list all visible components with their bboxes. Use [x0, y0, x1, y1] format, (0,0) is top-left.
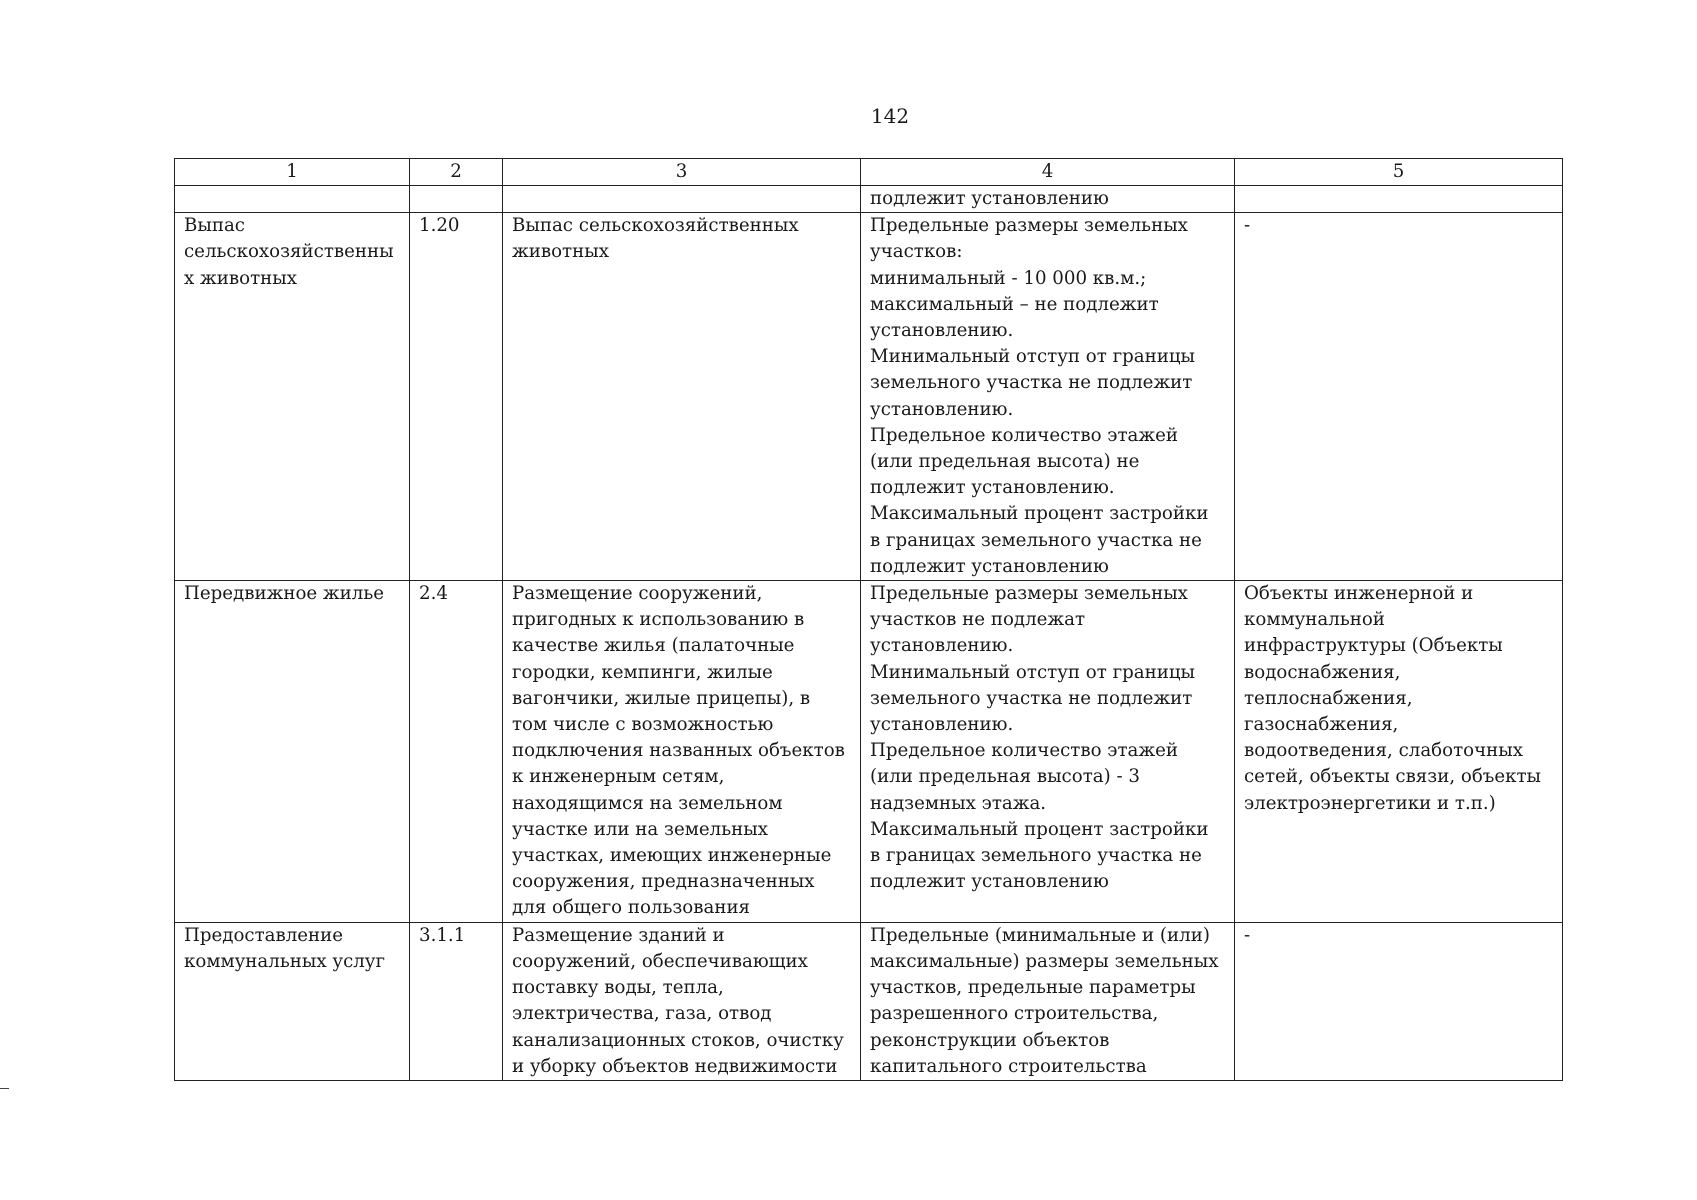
cell-text-line: надземных этажа.	[870, 792, 1047, 814]
cell-text-line: максимальный – не подлежит	[870, 293, 1159, 315]
cell-text-line: Минимальный отступ от границы	[870, 346, 1196, 368]
table-cell-col3	[503, 922, 861, 1080]
cell-text-line: сельскохозяйственны	[184, 241, 394, 263]
cell-text-line: сооружения, предназначенных	[512, 871, 815, 893]
cell-text-line: Размещение зданий и	[512, 924, 725, 946]
table-cell-col4	[861, 186, 1235, 213]
cell-text-line: том числе с возможностью	[512, 714, 774, 736]
cell-text-line: установлению.	[870, 714, 1014, 736]
cell-text-line: Предельное количество этажей	[870, 740, 1179, 762]
header-cell-5: 5	[1235, 159, 1563, 186]
cell-text-line: животных	[512, 241, 609, 263]
cell-text-line: установлению.	[870, 320, 1014, 342]
table-cell-col3	[503, 213, 861, 581]
cell-text-line: Предельные размеры земельных	[870, 215, 1188, 237]
cell-text-line: Передвижное жилье	[184, 583, 385, 605]
cell-text-line: -	[1244, 924, 1251, 946]
cell-text-line: х животных	[184, 267, 297, 289]
table-cell-col5	[1235, 213, 1563, 581]
table-cell-col1	[175, 581, 410, 923]
table-cell-col2	[410, 922, 503, 1080]
cell-text-line: подлежит установлению	[870, 188, 1109, 209]
cell-text-line: в границах земельного участка не	[870, 845, 1202, 867]
cell-text-line: земельного участка не подлежит	[870, 687, 1193, 709]
cell-text-line: 3.1.1	[419, 924, 466, 946]
page-number: 142	[870, 104, 910, 128]
header-cell-1: 1	[175, 159, 410, 186]
land-use-table	[174, 158, 1563, 1081]
cell-text-line: для общего пользования	[512, 897, 751, 919]
cell-text-line: участков не подлежат	[870, 609, 1086, 631]
cell-text-line: в границах земельного участка не	[870, 529, 1202, 551]
cell-text-line: сетей, объекты связи, объекты	[1244, 766, 1542, 788]
cell-text-line: канализационных стоков, очистку	[512, 1029, 844, 1051]
cell-text-line: (или предельная высота) не	[870, 451, 1140, 473]
table-header-row	[175, 159, 1563, 186]
table-row	[175, 213, 1563, 581]
cell-text-line: Объекты инженерной и	[1244, 583, 1474, 605]
cell-text-line: поставку воды, тепла,	[512, 977, 724, 999]
cell-text-line: Предоставление	[184, 924, 344, 946]
cell-text-line: Предельные (минимальные и (или)	[870, 924, 1210, 946]
cell-text-line: минимальный - 10 000 кв.м.;	[870, 267, 1147, 289]
cell-text-line: -	[1244, 215, 1251, 237]
cell-text-line: установлению.	[870, 635, 1014, 657]
cell-text-line: подлежит установлению	[870, 871, 1109, 893]
cell-text-line: земельного участка не подлежит	[870, 372, 1193, 394]
table-cell-col2	[410, 186, 503, 213]
table-cell-col3	[503, 186, 861, 213]
cell-text-line: 2.4	[419, 583, 448, 605]
table-cell-col2	[410, 581, 503, 923]
cell-text-line: разрешенного строительства,	[870, 1003, 1159, 1025]
cell-text-line: реконструкции объектов	[870, 1029, 1110, 1051]
cell-text-line: Минимальный отступ от границы	[870, 661, 1196, 683]
cell-text-line: подключения названных объектов	[512, 740, 845, 762]
cell-text-line: электроэнергетики и т.п.)	[1244, 792, 1496, 814]
cell-text-line: и уборку объектов недвижимости	[512, 1055, 838, 1077]
cell-text-line: электричества, газа, отвод	[512, 1003, 772, 1025]
cell-text-line: городки, кемпинги, жилые	[512, 661, 773, 683]
table-row	[175, 581, 1563, 923]
cell-text-line: коммунальной	[1244, 609, 1385, 631]
cell-text-line: Предельные размеры земельных	[870, 583, 1188, 605]
cell-text-line: водоотведения, слаботочных	[1244, 740, 1523, 762]
cell-text-line: водоснабжения,	[1244, 661, 1401, 683]
table-cell-col4	[861, 922, 1235, 1080]
cell-text-line: инфраструктуры (Объекты	[1244, 635, 1503, 657]
cell-text-line: участке или на земельных	[512, 818, 768, 840]
table-cell-col1	[175, 922, 410, 1080]
cell-text-line: максимальные) размеры земельных	[870, 950, 1219, 972]
table-cell-col5	[1235, 581, 1563, 923]
cell-text-line: пригодных к использованию в	[512, 609, 805, 631]
cell-text-line: теплоснабжения,	[1244, 687, 1413, 709]
cell-text-line: Выпас	[184, 215, 245, 237]
table-cell-col4	[861, 581, 1235, 923]
cell-text-line: капитального строительства	[870, 1055, 1147, 1077]
table-cell-col4	[861, 213, 1235, 581]
header-cell-3: 3	[503, 159, 861, 186]
cell-text-line: участков:	[870, 241, 963, 263]
cell-text-line: качестве жилья (палаточные	[512, 635, 795, 657]
table-cell-col5	[1235, 186, 1563, 213]
table-row	[175, 186, 1563, 213]
table-cell-col3	[503, 581, 861, 923]
header-cell-4: 4	[861, 159, 1235, 186]
cell-text-line: установлению.	[870, 398, 1014, 420]
cell-text-line: газоснабжения,	[1244, 714, 1399, 736]
cell-text-line: Размещение сооружений,	[512, 583, 763, 605]
cell-text-line: к инженерным сетям,	[512, 766, 725, 788]
cell-text-line: 1.20	[419, 215, 460, 237]
cell-text-line: Выпас сельскохозяйственных	[512, 215, 799, 237]
cell-text-line: участков, предельные параметры	[870, 977, 1196, 999]
table-row	[175, 922, 1563, 1080]
cell-text-line: Предельное количество этажей	[870, 424, 1179, 446]
cell-text-line: подлежит установлению.	[870, 477, 1115, 499]
header-cell-2: 2	[410, 159, 503, 186]
table-cell-col1	[175, 186, 410, 213]
cell-text-line: сооружений, обеспечивающих	[512, 950, 808, 972]
cell-text-line: Максимальный процент застройки	[870, 818, 1209, 840]
cell-text-line: Максимальный процент застройки	[870, 503, 1209, 525]
cell-text-line: подлежит установлению	[870, 555, 1109, 577]
cell-text-line: коммунальных услуг	[184, 950, 386, 972]
table-cell-col1	[175, 213, 410, 581]
scan-edge-mark	[0, 1088, 9, 1089]
cell-text-line: находящимся на земельном	[512, 792, 783, 814]
cell-text-line: участках, имеющих инженерные	[512, 845, 832, 867]
cell-text-line: (или предельная высота) - 3	[870, 766, 1140, 788]
cell-text-line: вагончики, жилые прицепы), в	[512, 687, 811, 709]
table-cell-col2	[410, 213, 503, 581]
table-cell-col5	[1235, 922, 1563, 1080]
